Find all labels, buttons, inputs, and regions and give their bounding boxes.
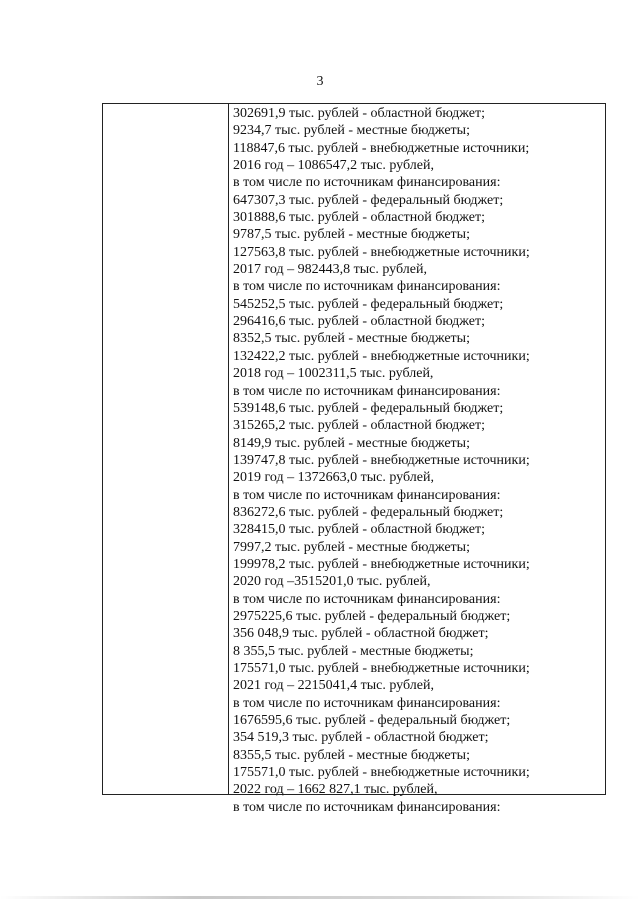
financing-line: 199978,2 тыс. рублей - внебюджетные источники;	[233, 556, 530, 572]
financing-line: 2975225,6 тыс. рублей - федеральный бюджет;	[233, 608, 511, 624]
financing-line: 8149,9 тыс. рублей - местные бюджеты;	[233, 435, 470, 451]
financing-line: 2017 год – 982443,8 тыс. рублей,	[233, 262, 427, 278]
financing-line: 2022 год – 1662 827,1 тыс. рублей,	[233, 782, 438, 798]
financing-line: в том числе по источникам финансирования:	[233, 175, 501, 191]
page-number: 3	[316, 74, 324, 89]
financing-line: 545252,5 тыс. рублей - федеральный бюджет;	[233, 296, 504, 312]
financing-line: 1676595,6 тыс. рублей - федеральный бюджет;	[233, 713, 511, 729]
financing-line: в том числе по источникам финансирования:	[233, 591, 501, 607]
financing-line: 2018 год – 1002311,5 тыс. рублей,	[233, 366, 434, 382]
financing-table	[102, 103, 606, 815]
financing-line: 647307,3 тыс. рублей - федеральный бюджет;	[233, 192, 504, 208]
financing-line: 118847,6 тыс. рублей - внебюджетные источники;	[233, 140, 530, 156]
financing-line: в том числе по источникам финансирования:	[233, 487, 501, 503]
financing-line: 2019 год – 1372663,0 тыс. рублей,	[233, 470, 434, 486]
financing-line: 836272,6 тыс. рублей - федеральный бюджет;	[233, 504, 504, 520]
financing-line: 8 355,5 тыс. рублей - местные бюджеты;	[233, 643, 474, 659]
financing-line: 354 519,3 тыс. рублей - областной бюджет;	[233, 730, 489, 746]
financing-line: 2021 год – 2215041,4 тыс. рублей,	[233, 678, 434, 694]
financing-line: 2020 год –3515201,0 тыс. рублей,	[233, 574, 431, 590]
financing-line: 539148,6 тыс. рублей - федеральный бюджет;	[233, 400, 504, 416]
financing-line: 139747,8 тыс. рублей - внебюджетные источники;	[233, 452, 530, 468]
financing-line: 127563,8 тыс. рублей - внебюджетные источники;	[233, 244, 530, 260]
financing-line: 301888,6 тыс. рублей - областной бюджет;	[233, 210, 485, 226]
financing-line: 302691,9 тыс. рублей - областной бюджет;	[233, 106, 485, 121]
financing-text-cell	[233, 105, 603, 816]
financing-line: 7997,2 тыс. рублей - местные бюджеты;	[233, 539, 470, 555]
financing-line: 9787,5 тыс. рублей - местные бюджеты;	[233, 227, 470, 243]
financing-line: 2016 год – 1086547,2 тыс. рублей,	[233, 158, 434, 174]
financing-line: в том числе по источникам финансирования:	[233, 799, 501, 815]
column-divider	[228, 104, 229, 794]
financing-line: 175571,0 тыс. рублей - внебюджетные источники;	[233, 765, 530, 781]
financing-line: 8352,5 тыс. рублей - местные бюджеты;	[233, 331, 470, 347]
financing-line: 132422,2 тыс. рублей - внебюджетные источники;	[233, 348, 530, 364]
financing-line: в том числе по источникам финансирования:	[233, 383, 501, 399]
financing-line: 315265,2 тыс. рублей - областной бюджет;	[233, 418, 485, 434]
financing-line: 328415,0 тыс. рублей - областной бюджет;	[233, 522, 485, 538]
financing-line: 9234,7 тыс. рублей - местные бюджеты;	[233, 123, 470, 139]
financing-line: 8355,5 тыс. рублей - местные бюджеты;	[233, 747, 470, 763]
financing-line: 175571,0 тыс. рублей - внебюджетные источники;	[233, 661, 530, 676]
scan-edge-mark	[0, 896, 640, 899]
financing-line: 356 048,9 тыс. рублей - областной бюджет;	[233, 626, 489, 642]
financing-line: в том числе по источникам финансирования:	[233, 279, 501, 295]
financing-line: в том числе по источникам финансирования:	[233, 695, 501, 711]
financing-line: 296416,6 тыс. рублей - областной бюджет;	[233, 314, 485, 330]
